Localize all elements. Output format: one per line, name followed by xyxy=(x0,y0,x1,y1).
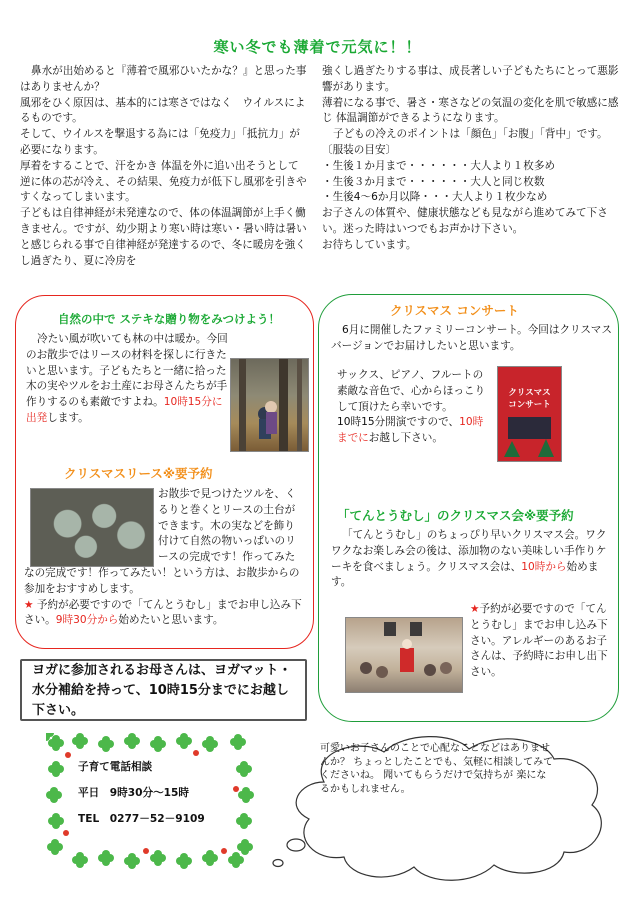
phone-title: 子育て電話相談 xyxy=(78,761,153,773)
christmas-party-reserve: ★予約が必要ですので「てんとうむし」までお申し込み下さい。アレルギーのあるお子さんは、予約時にお申し出下さい。 xyxy=(470,603,608,679)
concert-open-end: お越し下さい。 xyxy=(368,432,443,445)
intro-right-column xyxy=(322,64,619,254)
nature-walk-text xyxy=(26,332,230,427)
intro-left-column xyxy=(20,64,308,269)
christmas-party-time: 10時から xyxy=(521,560,567,573)
intro-paragraph: 鼻水が出始めると『薄着で風邪ひいたかな？』と思った事はありませんか？ xyxy=(20,65,307,93)
intro-paragraph: お待ちしています。 xyxy=(322,238,417,251)
intro-paragraph: 厚着をすることで、汗をかき 体温を外に追い出そうとして逆に体の芯が冷え、その結果、免疫力が低下し風邪を引きやすくなってしまいます。 xyxy=(20,159,307,204)
nature-walk-body: 冷たい風が吹いても林の中は暖か。今回のお散歩ではリースの材料を探しに行きたいと思います。子どもたちと一緒に拾った木の実やツルをお土産にお母さんたちが手作りするのも素敵ですよね。 xyxy=(26,333,228,409)
christmas-party-body: 「てんとうむし」のちょっぴり早いクリスマス会。ワクワクなお楽しみ会の後は、添加物のない美味しい手作りケーキを食べましょう。クリスマス会は、 xyxy=(331,529,607,573)
intro-paragraph: 子どもは自律神経が未発達なので、体の体温調節が上手く働きません。ですが、幼少期より寒い時は寒い・暑い時は暑いと感じられる事で自律神経が発達するので、冬に暖房を強くし過ぎたり、夏に冷房を xyxy=(20,207,307,267)
wreath-body: お散歩で見つけたツルを、くるりと巻くとリースの土台ができます。木の実などを飾り付けて自然の物いっぱいのリースの完成です！作ってみた xyxy=(158,488,296,564)
concert-body: サックス、ピアノ、フルートの素敵な音色で、心からほっこりして頂けたら幸いです。 xyxy=(337,369,486,413)
wreath-reserve-end: 始めたいと思います。 xyxy=(118,614,224,627)
clothing-guide-heading: 〔服装の目安〕 xyxy=(322,143,397,156)
concert-text xyxy=(337,368,487,447)
intro-paragraph: お子さんの体質や、健康状態なども見ながら進めてみて下さい。迷った時はいつでもお声かけ下さい。 xyxy=(322,207,608,235)
svg-text:コンサート: コンサート xyxy=(508,400,551,410)
intro-paragraph: そして、ウイルスを撃退する為には「免疫力」「抵抗力」が必要になります。 xyxy=(20,128,300,156)
christmas-party-reserve-text: 予約が必要ですので「てんとうむし」までお申し込み下さい。アレルギーのあるお子さんは、予約時にお申し出下さい。 xyxy=(470,603,608,679)
nature-walk-body-end: します。 xyxy=(47,411,89,424)
nature-walk-heading: 自然の中で ステキな贈り物をみつけよう！ xyxy=(57,312,281,326)
wreath-heading: クリスマスリース※要予約 xyxy=(64,466,213,481)
concert-intro-text: 6月に開催したファミリーコンサート。今回はクリスマスバージョンでお届けしたいと思います。 xyxy=(331,324,612,352)
christmas-party-text xyxy=(331,528,613,591)
clothing-guide-item: ・生後１か月まで・・・・・・大人より１枚多め xyxy=(322,159,556,172)
consultation-message: 可愛いお子さんのことで心配なことなどはありませんか？ ちょっとしたことでも、気軽に相談してみてくださいね。 聞いてもらうだけで気持ちが 楽になるかもしれません。 xyxy=(320,743,554,795)
concert-open-time: 10時までに xyxy=(337,416,484,445)
newsletter-title: 寒い冬でも薄着で元気に！！ xyxy=(213,38,422,56)
woods-photo xyxy=(230,358,309,452)
christmas-party-heading xyxy=(337,506,617,524)
wreath-reserve-time: 9時30分から xyxy=(55,614,119,627)
intro-paragraph: 子どもの冷えのポイントは「顔色」「お腹」「背中」です。 xyxy=(333,128,608,141)
departure-time: 10時15分に出発 xyxy=(26,396,223,424)
wreath-reserve-text: 予約が必要ですので「てんとうむし」までお申し込み下さい。 xyxy=(24,598,302,627)
phone-hours: 平日 9時30分～15時 xyxy=(78,787,190,799)
christmas-party-heading-text: 「てんとうむし」のクリスマス会※要予約 xyxy=(337,508,574,523)
concert-intro xyxy=(331,323,613,355)
christmas-party-body-end: 始めます。 xyxy=(331,560,599,589)
concert-open: 10時15分開演ですので、 xyxy=(337,416,460,429)
wreath-photo xyxy=(30,488,154,567)
children-party-photo xyxy=(345,617,463,693)
clothing-guide-item: ・生後３か月まで・・・・・・大人と同じ枚数 xyxy=(322,175,545,188)
wreath-reserve: なの完成です！作ってみたい！という方は、お散歩からの参加をおすすめします。 ★ 予約が必要ですので「てんとうむし」までお申し込み下さい。9時30分から始めたいと思います。 xyxy=(24,567,302,627)
yoga-notice: ヨガに参加されるお母さんは、ヨガマット・水分補給を持って、10時15分までにお越し下さい。 xyxy=(20,659,307,721)
intro-paragraph: 強くし過ぎたりする事は、成長著しい子どもたちにとって悪影響があります。 xyxy=(322,65,619,93)
svg-text:クリスマス: クリスマス xyxy=(508,388,551,398)
wreath-text-right xyxy=(158,487,304,566)
phone-consultation xyxy=(78,760,228,826)
concert-heading: クリスマス コンサート xyxy=(390,303,519,318)
phone-number: TEL 0277－52－9109 xyxy=(78,813,205,825)
clothing-guide-item: ・生後4～6か月以降・・・大人より１枚少なめ xyxy=(322,191,548,204)
intro-paragraph: 風邪をひく原因は、基本的には寒さではなく ウイルスによるものです。 xyxy=(20,96,306,125)
concert-poster xyxy=(497,366,562,462)
intro-paragraph: 薄着になる事で、暑さ・寒さなどの気温の変化を肌で敏感に感じ 体温調節ができるようになります。 xyxy=(322,96,619,125)
